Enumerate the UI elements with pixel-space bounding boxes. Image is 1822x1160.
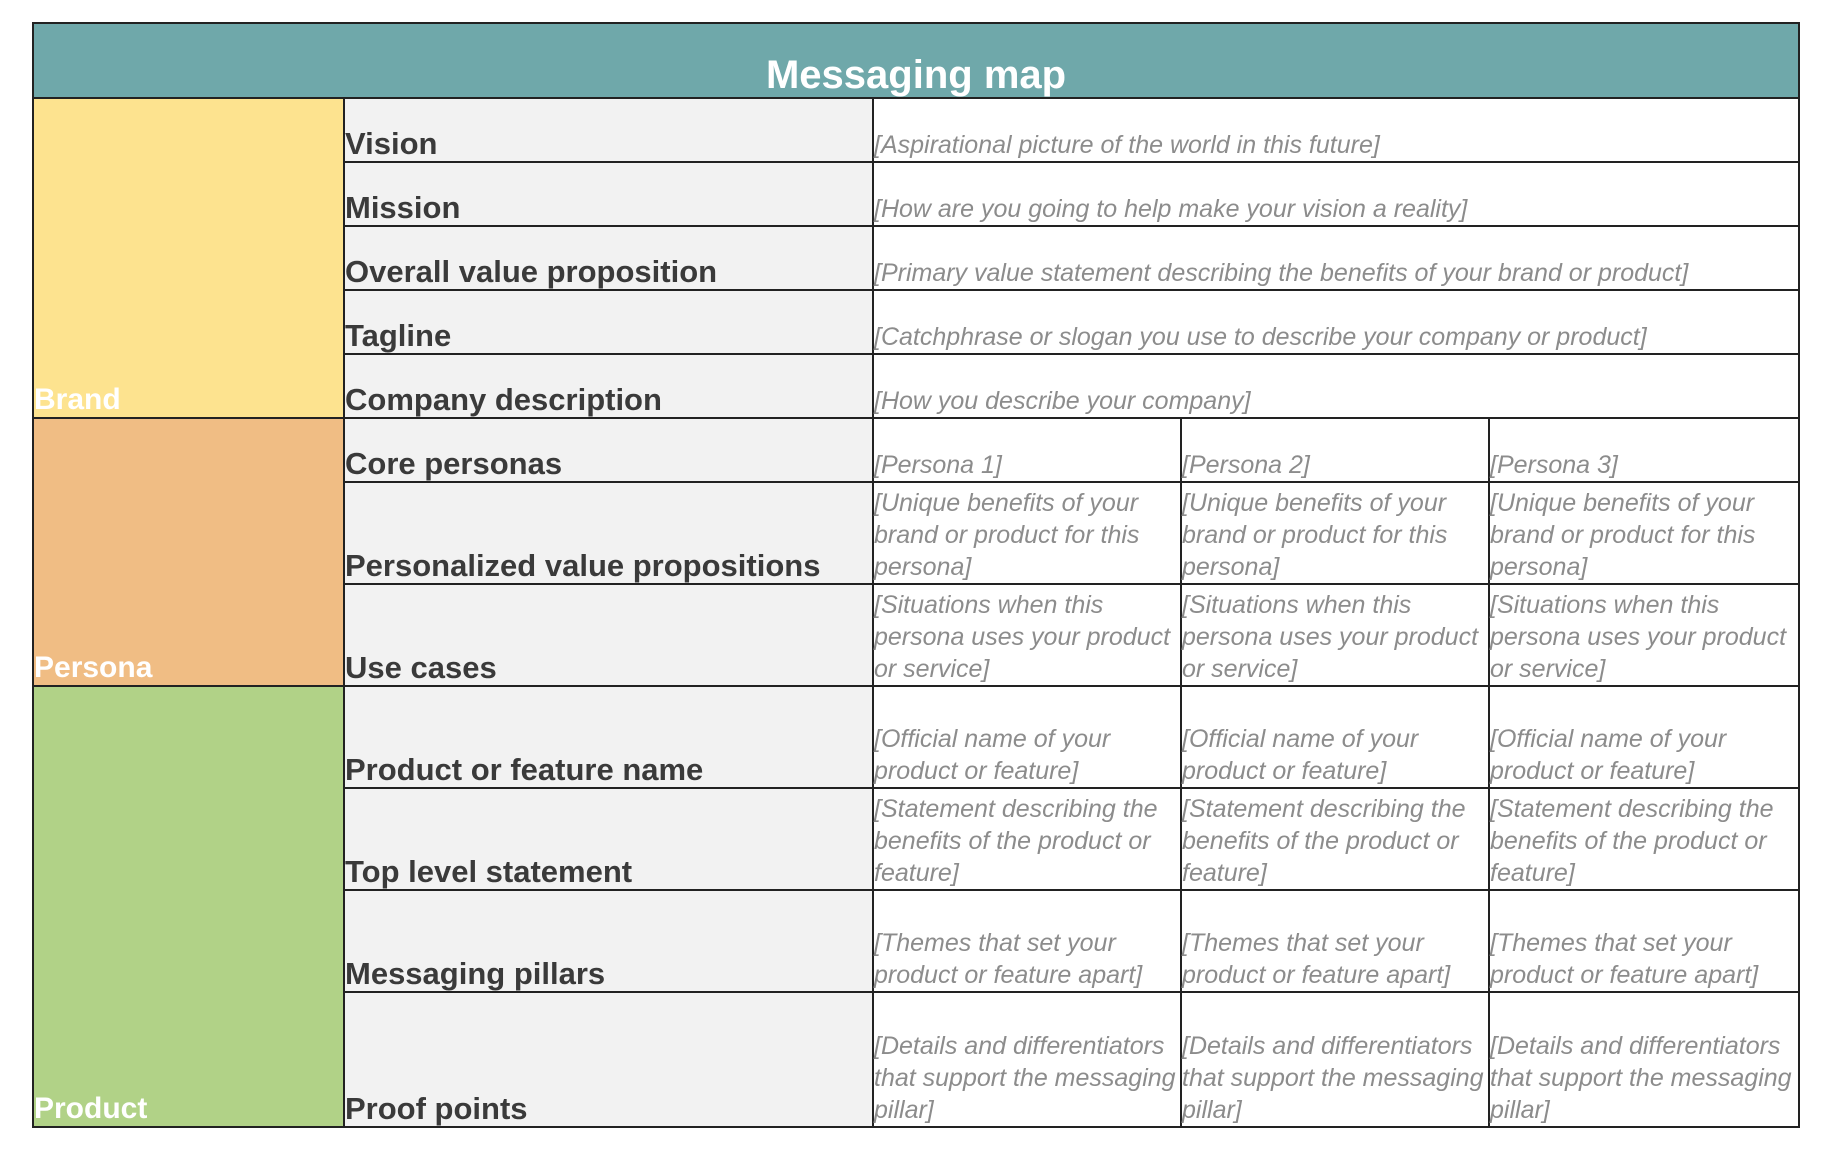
row-label-vision: Vision [344,98,873,162]
row-label-tagline: Tagline [344,290,873,354]
table-row [33,686,1799,788]
row-label-mission: Mission [344,162,873,226]
cell-tagline[interactable]: [Catchphrase or slogan you use to describe your company or product] [873,290,1799,354]
section-label-brand: Brand [33,98,344,418]
cell-use-cases-2[interactable]: [Situations when this persona uses your product or service] [1181,584,1489,686]
page-title: Messaging map [33,23,1799,98]
cell-value-proposition[interactable]: [Primary value statement describing the benefits of your brand or product] [873,226,1799,290]
table-row [33,98,1799,162]
cell-proof-points-2[interactable]: [Details and differentiators that support the messaging pillar] [1181,992,1489,1127]
cell-personalized-value-3[interactable]: [Unique benefits of your brand or product for this persona] [1489,482,1799,584]
row-label-top-level-statement: Top level statement [344,788,873,890]
row-label-company-description: Company description [344,354,873,418]
row-label-messaging-pillars: Messaging pillars [344,890,873,992]
row-label-value-proposition: Overall value proposition [344,226,873,290]
cell-top-level-statement-1[interactable]: [Statement describing the benefits of the product or feature] [873,788,1181,890]
cell-top-level-statement-2[interactable]: [Statement describing the benefits of the product or feature] [1181,788,1489,890]
cell-top-level-statement-3[interactable]: [Statement describing the benefits of the product or feature] [1489,788,1799,890]
cell-product-name-1[interactable]: [Official name of your product or feature] [873,686,1181,788]
cell-proof-points-1[interactable]: [Details and differentiators that support the messaging pillar] [873,992,1181,1127]
messaging-map-table [32,22,1800,1128]
cell-persona-3[interactable]: [Persona 3] [1489,418,1799,482]
cell-vision[interactable]: [Aspirational picture of the world in this future] [873,98,1799,162]
row-label-core-personas: Core personas [344,418,873,482]
row-label-product-name: Product or feature name [344,686,873,788]
section-label-product: Product [33,686,344,1127]
cell-proof-points-3[interactable]: [Details and differentiators that support the messaging pillar] [1489,992,1799,1127]
cell-product-name-2[interactable]: [Official name of your product or feature] [1181,686,1489,788]
cell-use-cases-1[interactable]: [Situations when this persona uses your product or service] [873,584,1181,686]
cell-messaging-pillars-3[interactable]: [Themes that set your product or feature apart] [1489,890,1799,992]
cell-persona-1[interactable]: [Persona 1] [873,418,1181,482]
cell-messaging-pillars-2[interactable]: [Themes that set your product or feature apart] [1181,890,1489,992]
cell-mission[interactable]: [How are you going to help make your vision a reality] [873,162,1799,226]
cell-use-cases-3[interactable]: [Situations when this persona uses your product or service] [1489,584,1799,686]
row-label-proof-points: Proof points [344,992,873,1127]
cell-company-description[interactable]: [How you describe your company] [873,354,1799,418]
cell-personalized-value-2[interactable]: [Unique benefits of your brand or product for this persona] [1181,482,1489,584]
cell-persona-2[interactable]: [Persona 2] [1181,418,1489,482]
cell-product-name-3[interactable]: [Official name of your product or feature] [1489,686,1799,788]
row-label-use-cases: Use cases [344,584,873,686]
section-label-persona: Persona [33,418,344,686]
cell-personalized-value-1[interactable]: [Unique benefits of your brand or product for this persona] [873,482,1181,584]
cell-messaging-pillars-1[interactable]: [Themes that set your product or feature apart] [873,890,1181,992]
row-label-personalized-value-propositions: Personalized value propositions [344,482,873,584]
table-row [33,418,1799,482]
